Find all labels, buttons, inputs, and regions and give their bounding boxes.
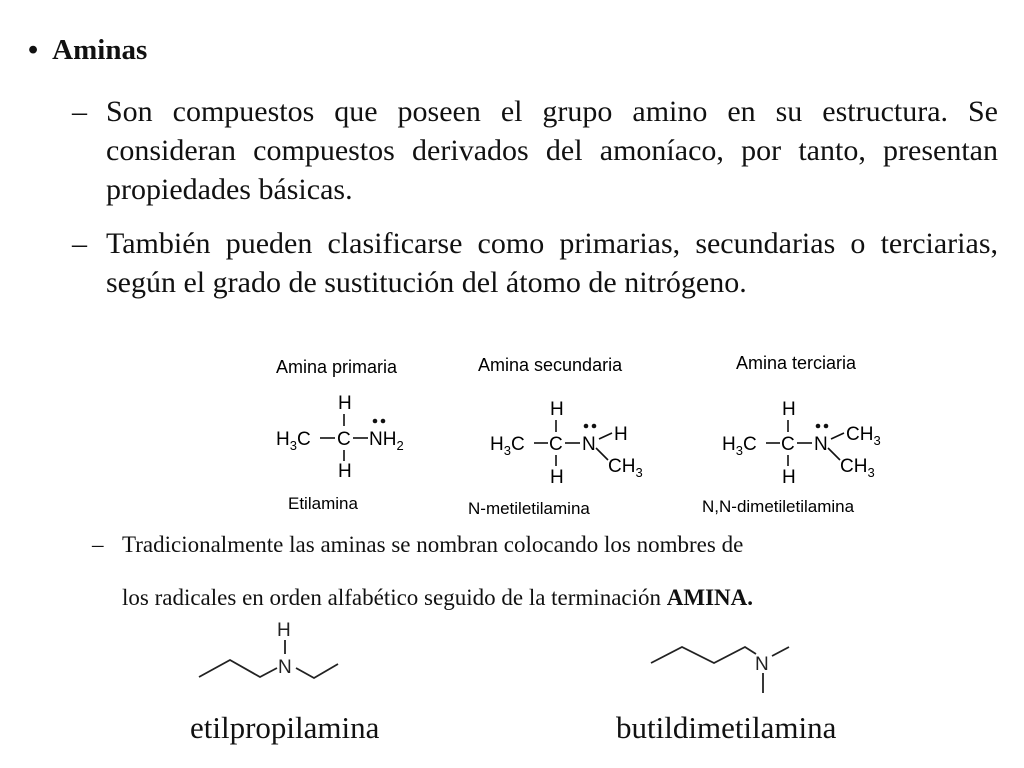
bullet-icon: • <box>28 34 39 66</box>
skeletal-atom-n: N <box>278 657 292 678</box>
atom-n: N <box>814 434 828 455</box>
tertiary-amine-title: Amina terciaria <box>736 353 857 373</box>
atom-ch3: $CH_3$ <box>608 456 643 480</box>
skeletal-atom-h: H <box>277 620 291 641</box>
atom-h-bottom: H <box>338 461 352 482</box>
dash-icon: – <box>92 532 104 557</box>
naming-rule-line2-prefix: los radicales en orden alfabético seguido de la terminación <box>122 585 667 610</box>
primary-amine-name: Etilamina <box>288 494 358 513</box>
dash-icon: – <box>72 227 87 260</box>
atom-h-top: H <box>782 399 796 420</box>
naming-rule-line1: Tradicionalmente las aminas se nombran colocando los nombres de <box>122 532 744 557</box>
atom-ch3-lower: $CH_3$ <box>840 456 875 480</box>
secondary-amine-title: Amina secundaria <box>478 355 623 375</box>
atom-c-center: C <box>549 434 563 455</box>
paragraph-definition-text: Son compuestos que poseen el grupo amino en su estructura. Se consideran compuestos derivados del amoníaco, por tanto, presentan propiedades básicas. <box>106 95 998 206</box>
atom-h3c-left: $H_3C$ <box>276 429 311 453</box>
atom-ch3-upper: $CH_3$ <box>846 424 881 448</box>
ethylpropylamine-skeleton <box>199 640 338 678</box>
secondary-amine-name: N-metiletilamina <box>468 499 590 518</box>
atom-c-center: C <box>337 429 351 450</box>
skeletal-atom-n: N <box>755 654 769 675</box>
heading-title: Aminas <box>52 34 148 66</box>
atom-h-bottom: H <box>550 467 564 488</box>
primary-amine-title: Amina primaria <box>276 357 398 377</box>
atom-h-right: H <box>614 424 628 445</box>
paragraph-classification-text: También pueden clasificarse como primarias, secundarias o terciarias, según el grado de sustitución del átomo de nitrógeno. <box>106 227 998 299</box>
dash-icon: – <box>72 95 87 128</box>
atom-h3c-left: $H_3C$ <box>490 434 525 458</box>
ethylpropylamine-label: etilpropilamina <box>190 710 380 745</box>
atom-nh2: $NH_2$ <box>369 429 404 453</box>
atom-h-top: H <box>550 399 564 420</box>
naming-rule-suffix-bold: AMINA. <box>666 585 754 610</box>
atom-h-top: H <box>338 393 352 414</box>
butyldimethylamine-label: butildimetilamina <box>616 710 837 745</box>
tertiary-amine-name: N,N-dimetiletilamina <box>702 497 855 516</box>
atom-n: N <box>582 434 596 455</box>
atom-c-center: C <box>781 434 795 455</box>
atom-h-bottom: H <box>782 467 796 488</box>
atom-h3c-left: $H_3C$ <box>722 434 757 458</box>
